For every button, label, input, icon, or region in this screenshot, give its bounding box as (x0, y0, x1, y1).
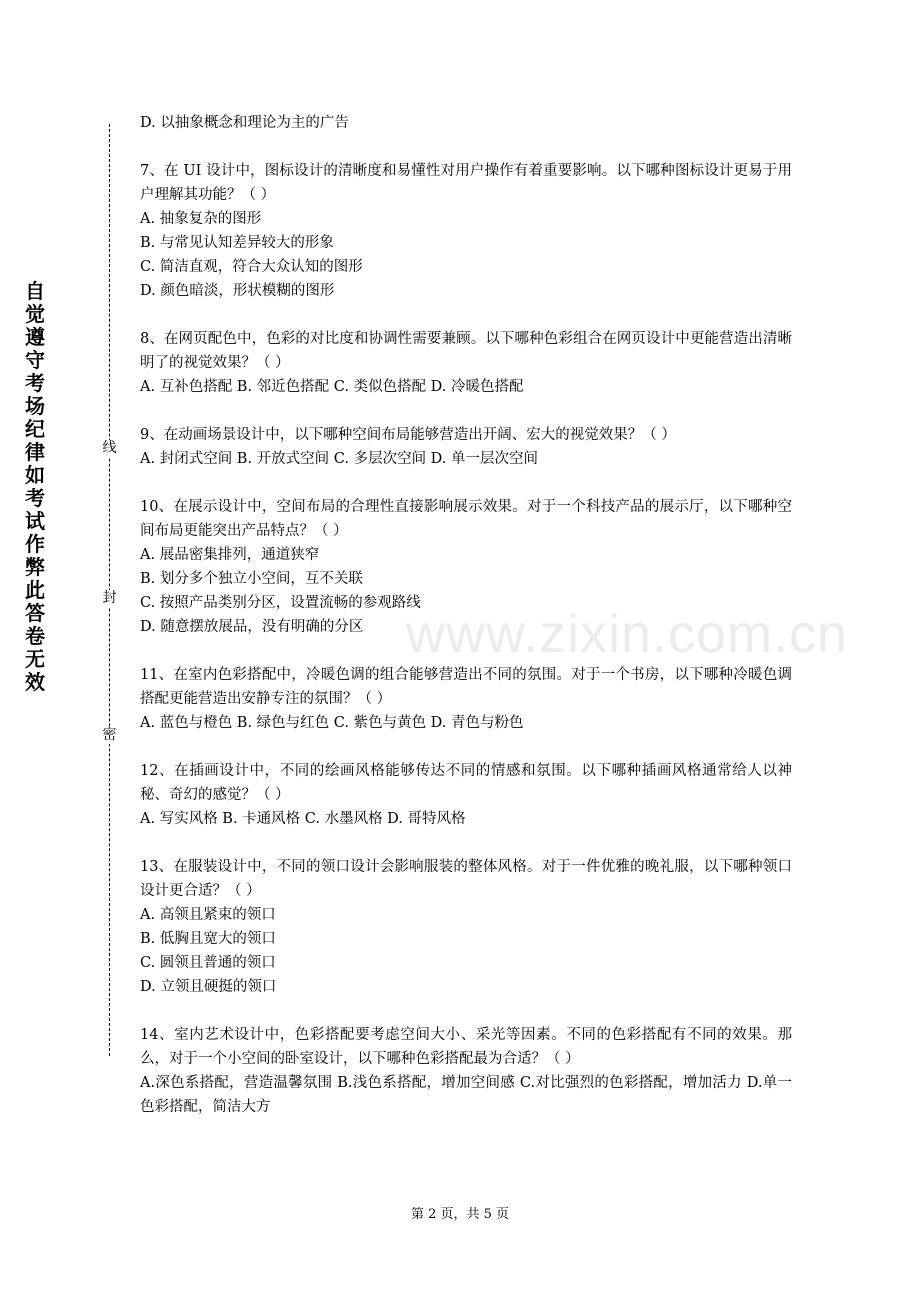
option-c: C. 圆领且普通的领口 (140, 955, 276, 971)
question-text: 13、在服装设计中，不同的领口设计会影响服装的整体风格。对于一件优雅的晚礼服，以下哪种领口设计更合适？（ ） (140, 859, 792, 899)
question-text: 7、在 UI 设计中，图标设计的清晰度和易懂性对用户操作有着重要影响。以下哪种图标设计更易于用户理解其功能？（ ） (140, 163, 792, 203)
option-b: B. 划分多个独立小空间，互不关联 (140, 571, 363, 587)
option-a: A. 高领且紧束的领口 (140, 907, 276, 923)
options-inline: A. 蓝色与橙色 B. 绿色与红色 C. 紫色与黄色 D. 青色与粉色 (140, 715, 524, 731)
question-10 (140, 495, 792, 639)
options-inline: A. 封闭式空间 B. 开放式空间 C. 多层次空间 D. 单一层次空间 (140, 451, 539, 467)
page-number: 第 2 页，共 5 页 (410, 1207, 510, 1222)
question-8 (140, 327, 792, 399)
seal-mark-line: 线 (102, 440, 117, 456)
question-text: 10、在展示设计中，空间布局的合理性直接影响展示效果。对于一个科技产品的展示厅，以下哪种空间布局更能突出产品特点？（ ） (140, 499, 792, 539)
question-text: 11、在室内色彩搭配中，冷暖色调的组合能够营造出不同的氛围。对于一个书房，以下哪种冷暖色调搭配更能营造出安静专注的氛围？（ ） (140, 667, 792, 707)
question-14 (140, 1023, 792, 1119)
option-b: B. 与常见认知差异较大的形象 (140, 235, 334, 251)
option: D. 以抽象概念和理论为主的广告 (140, 115, 349, 131)
option-c: C. 按照产品类别分区，设置流畅的参观路线 (140, 595, 421, 611)
question-text: 12、在插画设计中，不同的绘画风格能够传达不同的情感和氛围。以下哪种插画风格通常给人以神秘、奇幻的感觉？（ ） (140, 763, 792, 803)
question-13 (140, 855, 792, 999)
seal-mark-secret: 密 (102, 727, 117, 743)
question-content (140, 111, 792, 1119)
question-7 (140, 159, 792, 303)
option-c: C. 简洁直观，符合大众认知的图形 (140, 259, 363, 275)
option-a: A. 抽象复杂的图形 (140, 211, 262, 227)
options-inline: A. 写实风格 B. 卡通风格 C. 水墨风格 D. 哥特风格 (140, 811, 466, 827)
options-inline: A. 互补色搭配 B. 邻近色搭配 C. 类似色搭配 D. 冷暖色搭配 (140, 379, 524, 395)
seal-mark-seal: 封 (102, 590, 117, 606)
options-inline: A.深色系搭配，营造温馨氛围 B.浅色系搭配，增加空间感 C.对比强烈的色彩搭配，增加活力 D.单一色彩搭配，简洁大方 (140, 1075, 792, 1115)
option-d: D. 颜色暗淡，形状模糊的图形 (140, 283, 335, 299)
option-d: D. 随意摆放展品，没有明确的分区 (140, 619, 364, 635)
question-9 (140, 423, 792, 471)
option-a: A. 展品密集排列，通道狭窄 (140, 547, 320, 563)
question-text: 8、在网页配色中，色彩的对比度和协调性需要兼顾。以下哪种色彩组合在网页设计中更能营造出清晰明了的视觉效果？（ ） (140, 331, 792, 371)
question-text: 9、在动画场景设计中，以下哪种空间布局能够营造出开阔、宏大的视觉效果？（ ） (140, 427, 676, 443)
leading-option-block (140, 111, 792, 135)
option-b: B. 低胸且宽大的领口 (140, 931, 276, 947)
option-d: D. 立领且硬挺的领口 (140, 979, 277, 995)
question-11 (140, 663, 792, 735)
question-text: 14、室内艺术设计中，色彩搭配要考虑空间大小、采光等因素。不同的色彩搭配有不同的效果。那么，对于一个小空间的卧室设计，以下哪种色彩搭配最为合适？（ ） (140, 1027, 792, 1067)
exam-discipline-notice: 自觉遵守考场纪律如考试作弊此答卷无效 (25, 279, 45, 694)
watermark: www.zixin.com.cn (406, 604, 849, 664)
question-12 (140, 759, 792, 831)
